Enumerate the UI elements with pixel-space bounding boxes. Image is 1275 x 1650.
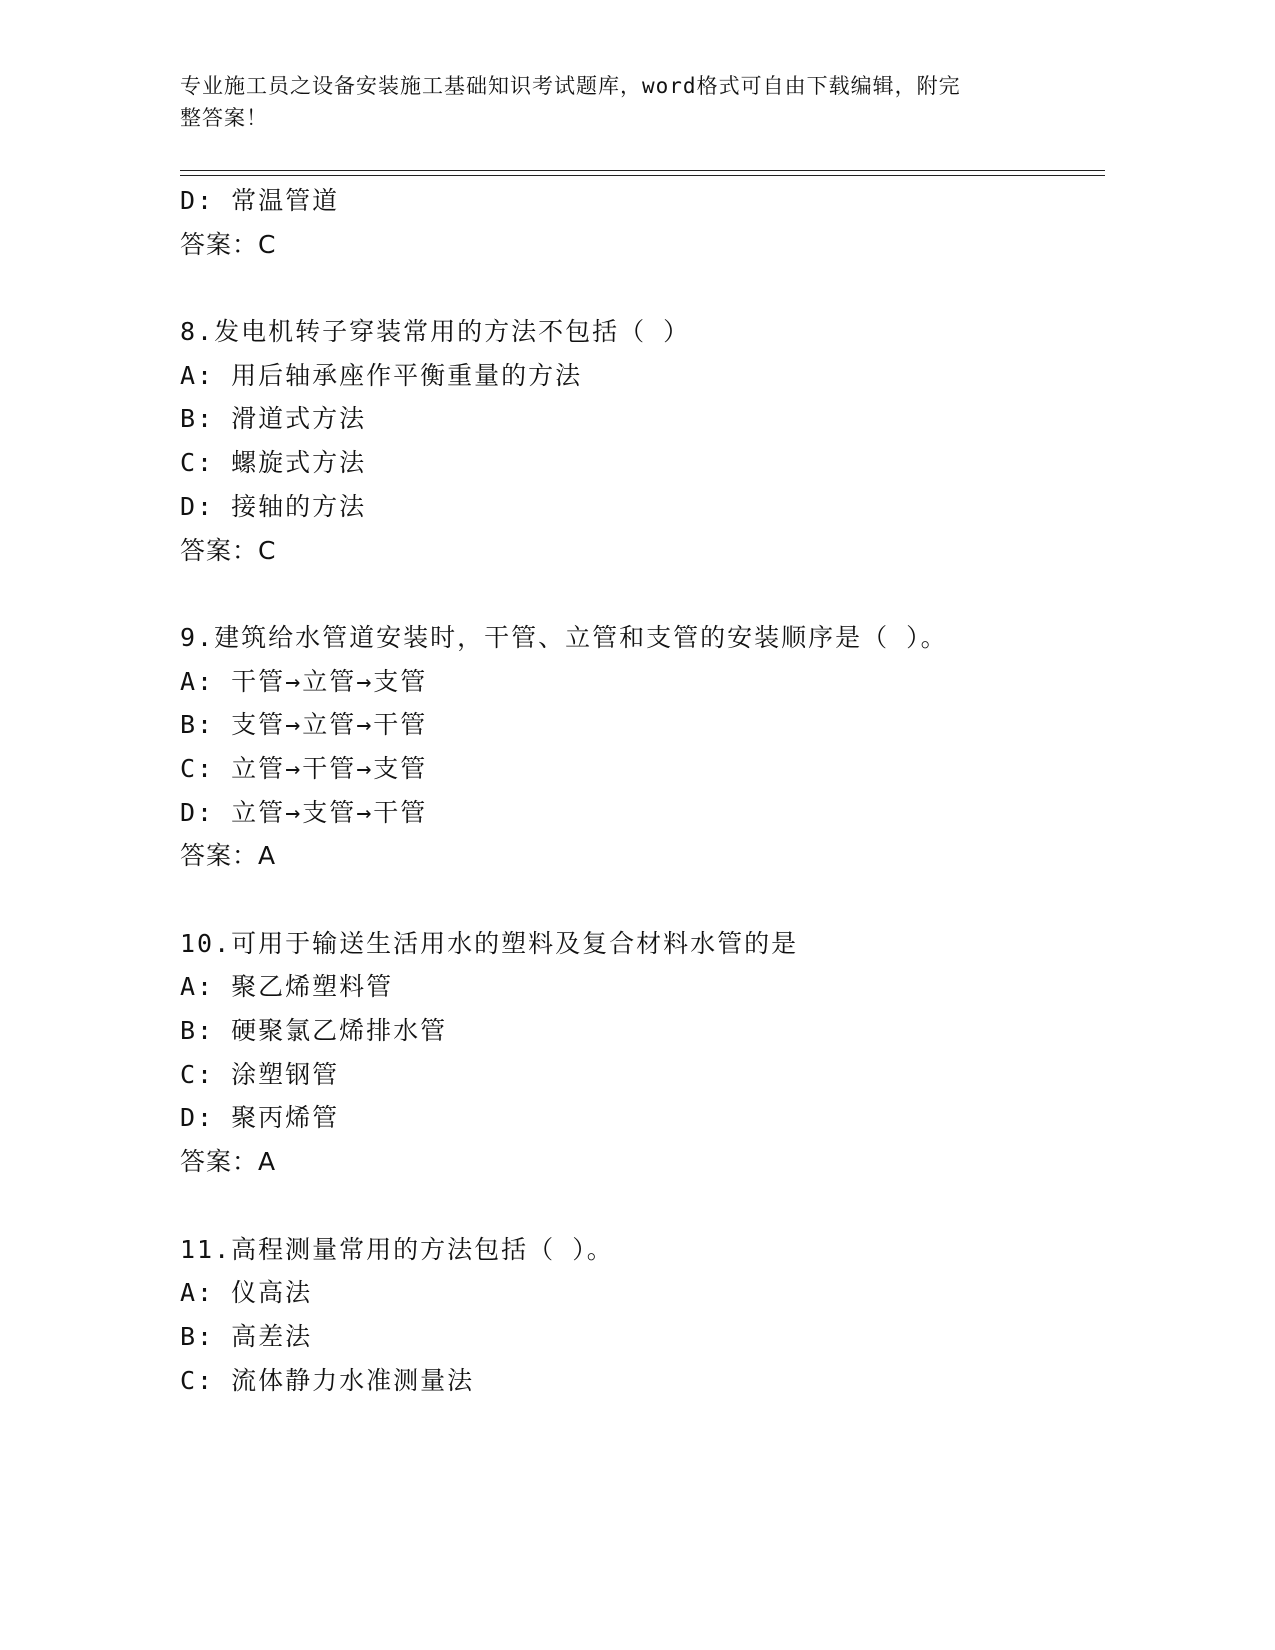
option-line: A: 聚乙烯塑料管 [180, 972, 394, 1002]
header-divider [180, 175, 1105, 176]
question-title: 8.发电机转子穿装常用的方法不包括（ ） [180, 317, 691, 347]
question-item [180, 616, 1105, 878]
header-line: 整答案！ [180, 106, 268, 130]
question-list [180, 179, 1105, 1402]
option-line: C: 流体静力水准测量法 [180, 1365, 475, 1395]
option-line: D: 接轴的方法 [180, 491, 367, 521]
option-line: C: 螺旋式方法 [180, 448, 367, 478]
answer-line: 答案：C [180, 229, 277, 259]
question-item [180, 922, 1105, 1184]
option-line: D: 常温管道 [180, 186, 340, 215]
option-line: A: 干管→立管→支管 [180, 666, 428, 696]
option-line: C: 涂塑钢管 [180, 1059, 340, 1089]
question-item [180, 310, 1105, 572]
question-title: 10.可用于输送生活用水的塑料及复合材料水管的是 [180, 928, 799, 958]
option-line: B: 硬聚氯乙烯排水管 [180, 1016, 448, 1046]
option-line: A: 用后轴承座作平衡重量的方法 [180, 360, 583, 390]
option-line: A: 仪高法 [180, 1278, 313, 1308]
option-line: D: 聚丙烯管 [180, 1103, 340, 1133]
option-line: B: 高差法 [180, 1321, 313, 1351]
option-line: B: 支管→立管→干管 [180, 710, 428, 740]
option-line: B: 滑道式方法 [180, 404, 367, 434]
answer-line: 答案：A [180, 1147, 277, 1177]
option-line: D: 立管→支管→干管 [180, 797, 428, 827]
answer-line: 答案：A [180, 841, 277, 871]
question-title: 9.建筑给水管道安装时，干管、立管和支管的安装顺序是（ ）。 [180, 622, 948, 652]
question-title: 11.高程测量常用的方法包括（ ）。 [180, 1234, 614, 1264]
question-item [180, 1228, 1105, 1403]
header-divider [180, 170, 1105, 171]
option-line: C: 立管→干管→支管 [180, 753, 428, 783]
document-header [180, 70, 1040, 134]
header-line: 专业施工员之设备安装施工基础知识考试题库，word格式可自由下载编辑，附完 [180, 74, 961, 98]
answer-line: 答案：C [180, 535, 277, 565]
